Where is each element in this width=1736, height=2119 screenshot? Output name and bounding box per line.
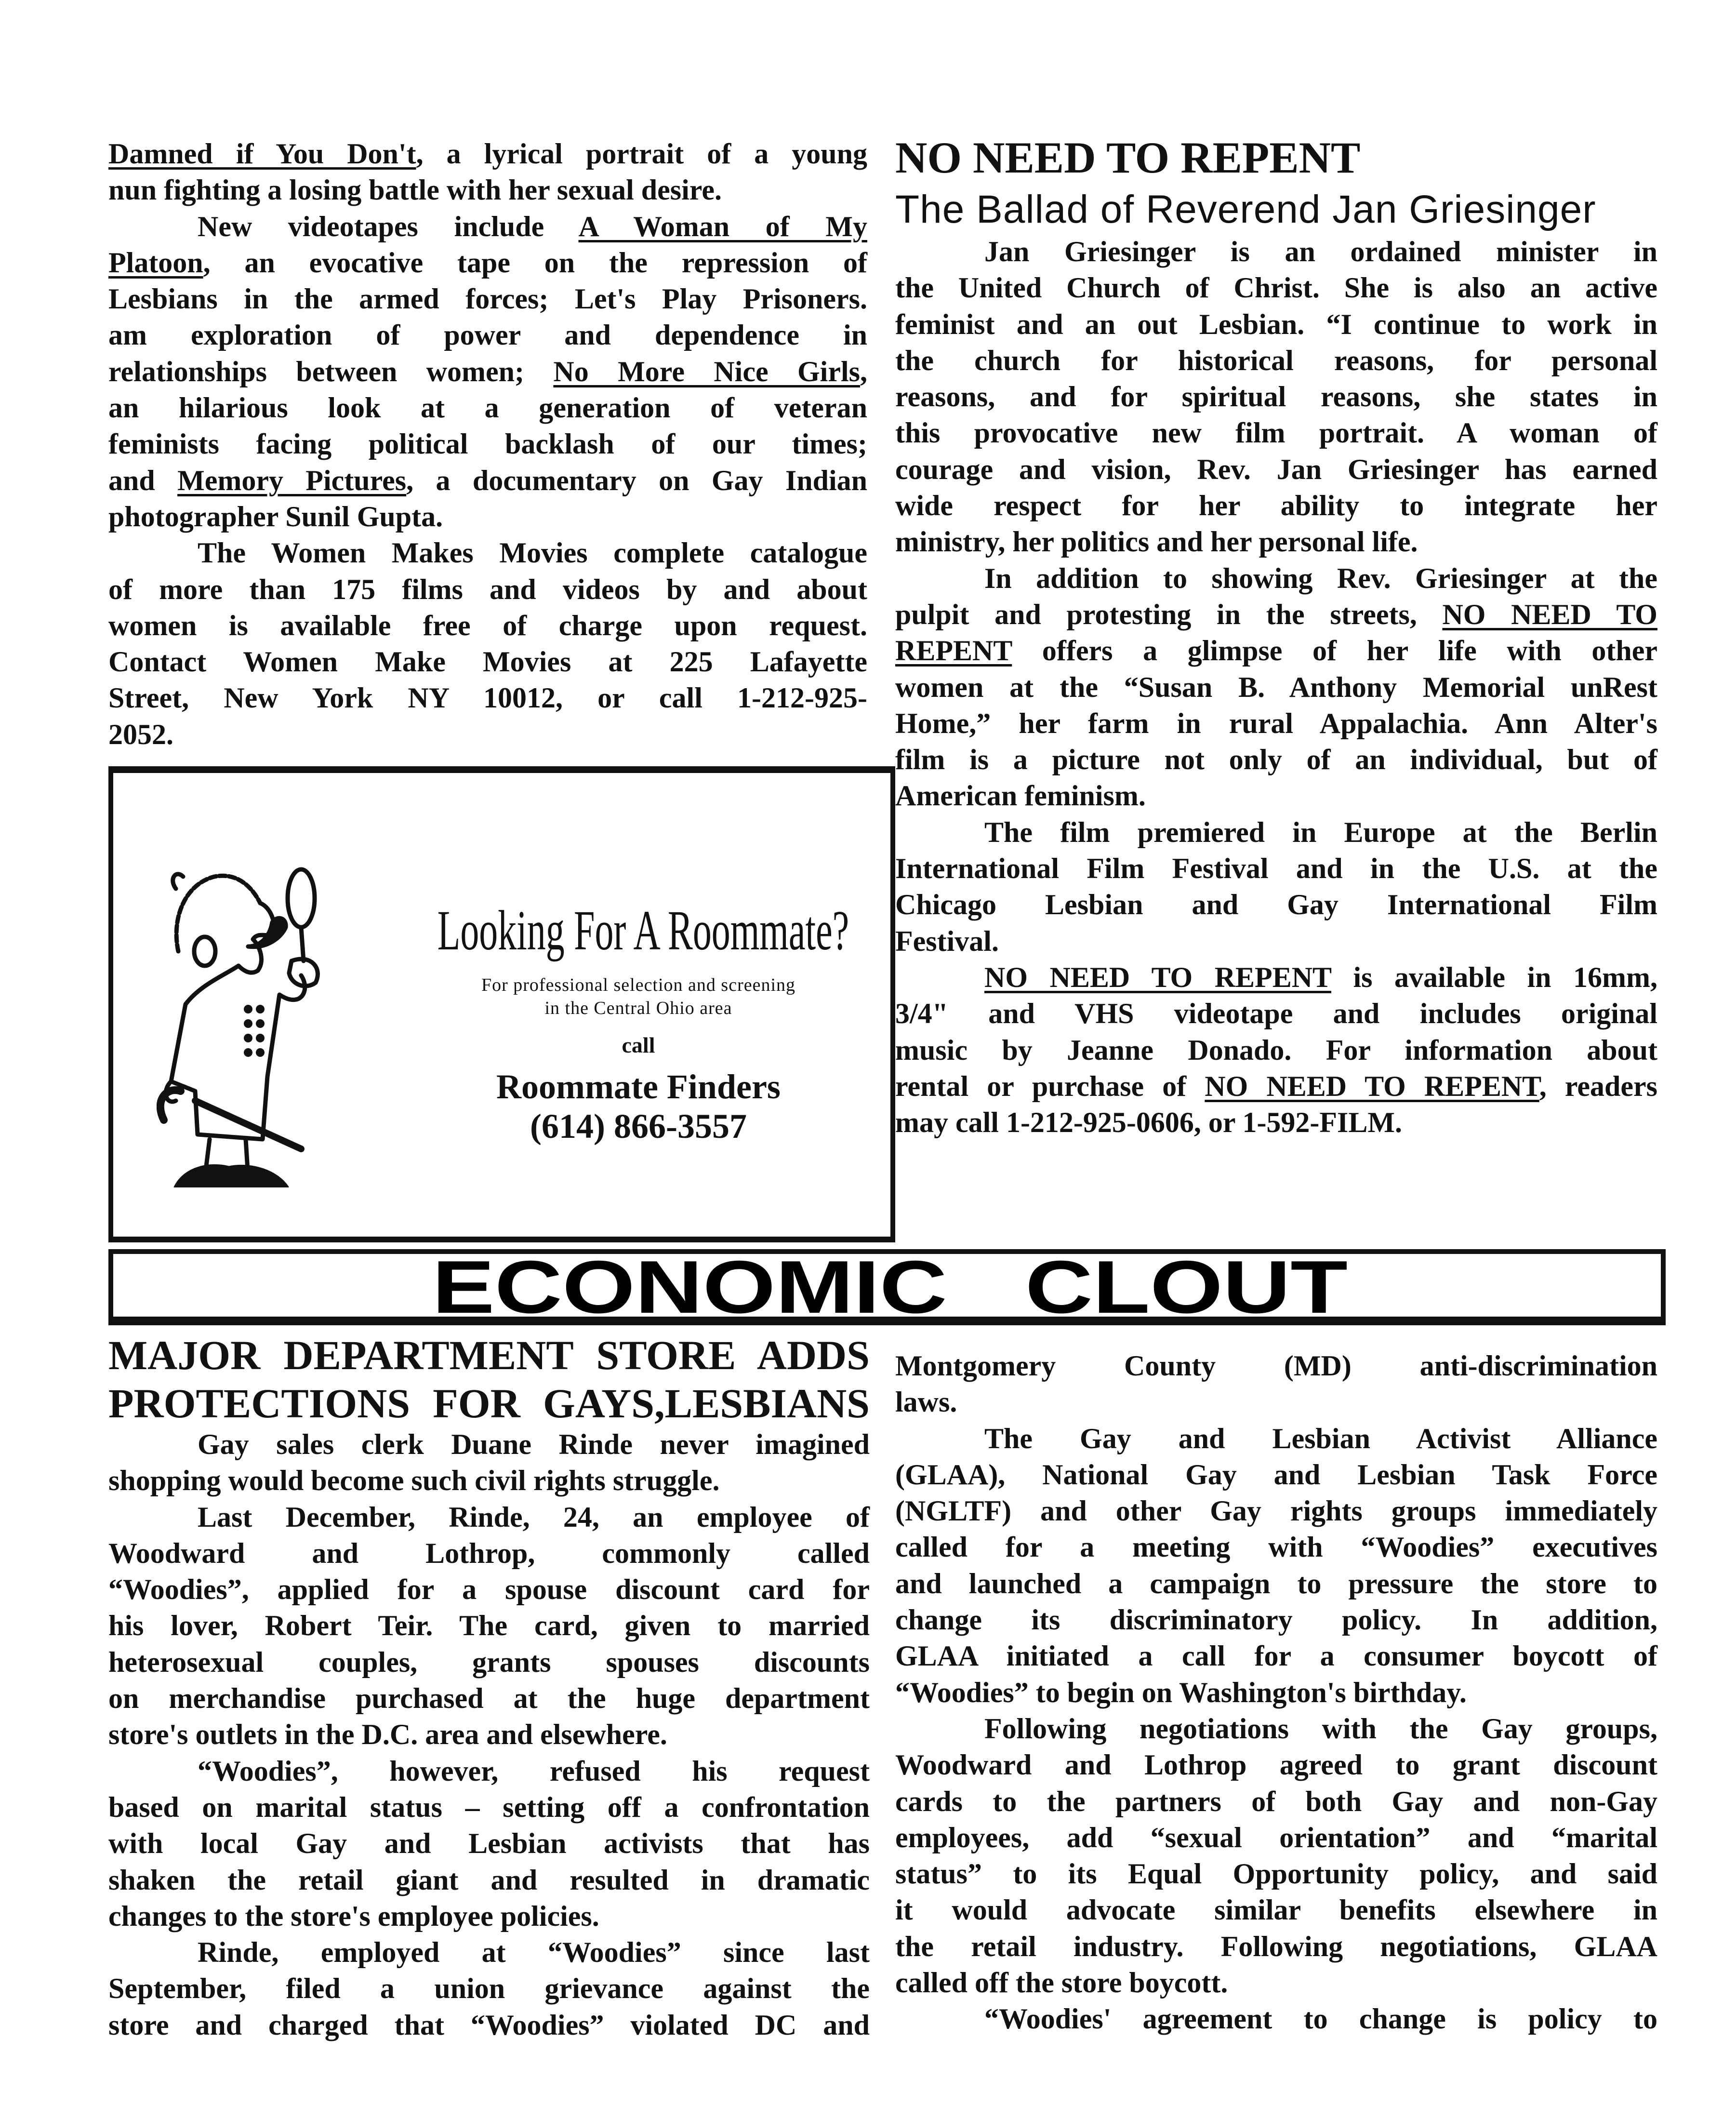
text-line — [895, 234, 1657, 270]
text-segment: called off the store boycott. — [895, 1967, 1228, 1999]
text-line — [895, 1566, 1657, 1602]
text-segment: film is a picture not only of an individual, but of — [895, 744, 1657, 776]
text-segment: Woodward and Lothrop agreed to grant discount — [895, 1749, 1657, 1781]
text-segment: The film premiered in Europe at the Berlin — [984, 816, 1657, 848]
text-line — [895, 1892, 1657, 1928]
text-line — [108, 717, 867, 753]
article-headline-line-1: MAJOR DEPARTMENT STORE ADDS — [108, 1332, 870, 1378]
section-banner-graphic — [113, 1254, 1661, 1317]
article-headline-line-2: PROTECTIONS FOR GAYS,LESBIANS — [108, 1380, 870, 1426]
text-line — [108, 1971, 870, 2007]
text-segment: , an evocative tape on the repression of — [203, 246, 867, 279]
text-segment: store and charged that “Woodies” violated DC and — [108, 2009, 870, 2041]
text-line — [895, 270, 1657, 306]
text-segment: , a lyrical portrait of a young — [416, 138, 867, 170]
text-line — [895, 1638, 1657, 1674]
text-line — [108, 499, 867, 535]
text-line — [895, 1348, 1657, 1384]
text-segment: based on marital status – setting off a confrontation — [108, 1791, 870, 1823]
text-line — [108, 1463, 870, 1499]
text-segment: is available in 16mm, — [1331, 961, 1658, 993]
underlined-title: REPENT — [895, 635, 1012, 667]
text-segment: Following negotiations with the Gay groups, — [984, 1712, 1657, 1745]
text-segment: store's outlets in the D.C. area and elsewhere. — [108, 1719, 667, 1751]
text-segment: change its discriminatory policy. In addition, — [895, 1604, 1657, 1636]
text-line — [108, 426, 867, 462]
text-segment: shaken the retail giant and resulted in dramatic — [108, 1864, 870, 1896]
ad-call-label: call — [622, 1033, 655, 1057]
text-segment: heterosexual couples, grants spouses discounts — [108, 1646, 870, 1678]
text-line — [895, 633, 1657, 669]
text-line — [895, 597, 1657, 633]
text-line — [108, 680, 867, 716]
ad-headline: Looking For A Roommate? — [437, 899, 849, 962]
text-line — [895, 307, 1657, 343]
text-segment: “Woodies” to begin on Washington's birthday. — [895, 1676, 1467, 1708]
text-line — [895, 669, 1657, 706]
text-segment: women at the “Susan B. Anthony Memorial unRest — [895, 671, 1657, 703]
text-line — [108, 1572, 870, 1608]
text-segment: American feminism. — [895, 780, 1146, 812]
text-segment: offers a glimpse of her life with other — [1012, 635, 1657, 667]
text-line — [108, 354, 867, 390]
text-segment: and — [108, 464, 178, 496]
underlined-title: Platoon — [108, 246, 203, 279]
text-line — [895, 1384, 1657, 1420]
text-segment: Woodward and Lothrop, commonly called — [108, 1537, 870, 1569]
text-line — [108, 245, 867, 281]
text-segment: September, filed a union grievance against the — [108, 1972, 870, 2005]
text-line — [108, 1753, 870, 1789]
underlined-title: NO NEED TO — [1442, 598, 1657, 630]
text-segment: this provocative new film portrait. A woman of — [895, 417, 1657, 449]
text-segment: nun fighting a losing battle with her sexual desire. — [108, 174, 722, 206]
text-segment: The Women Makes Movies complete catalogue — [198, 537, 867, 569]
text-segment: called for a meeting with “Woodies” executives — [895, 1531, 1657, 1563]
text-line — [895, 1105, 1657, 1141]
text-segment: “Woodies' agreement to change is policy to — [984, 2003, 1657, 2035]
text-line — [895, 1747, 1657, 1783]
text-segment: Jan Griesinger is an ordained minister in — [984, 236, 1657, 267]
text-segment: courage and vision, Rev. Jan Griesinger has earned — [895, 453, 1657, 485]
text-line — [895, 1711, 1657, 1747]
text-segment: 3/4" and VHS videotape and includes original — [895, 998, 1657, 1030]
underlined-title: NO NEED TO REPENT — [1205, 1070, 1539, 1102]
text-line — [895, 524, 1657, 560]
text-line — [108, 1680, 870, 1717]
text-line — [108, 317, 867, 353]
text-line — [895, 1820, 1657, 1856]
text-segment: Contact Women Make Movies at 225 Lafayette — [108, 646, 867, 678]
text-segment: Street, New York NY 10012, or call 1-212-925- — [108, 682, 867, 714]
text-segment: his lover, Robert Teir. The card, given to married — [108, 1610, 870, 1642]
text-line — [895, 851, 1657, 887]
text-line — [895, 1602, 1657, 1638]
text-line — [895, 1929, 1657, 1965]
text-segment: , — [860, 355, 867, 387]
article-continuation-women-make-movies — [108, 136, 867, 753]
text-segment: feminists facing political backlash of our times; — [108, 428, 867, 460]
text-line — [108, 1934, 870, 1971]
text-segment: may call 1-212-925-0606, or 1-592-FILM. — [895, 1106, 1403, 1139]
text-line — [108, 1644, 870, 1680]
text-segment: Rinde, employed at “Woodies” since last — [198, 1936, 870, 1969]
text-segment: Montgomery County (MD) anti-discrimination — [895, 1350, 1657, 1382]
text-line — [108, 209, 867, 245]
text-segment: Home,” her farm in rural Appalachia. Ann Alter's — [895, 707, 1657, 739]
text-line — [895, 1529, 1657, 1565]
underlined-title: Memory Pictures — [177, 464, 407, 496]
text-segment: the retail industry. Following negotiations, GLAA — [895, 1930, 1657, 1962]
article-body-department-store-continued — [895, 1348, 1657, 2038]
text-segment: Festival. — [895, 925, 999, 957]
text-line — [108, 463, 867, 499]
text-segment: 2052. — [108, 718, 173, 750]
text-segment: , readers — [1539, 1070, 1657, 1102]
text-line — [895, 996, 1657, 1032]
text-line — [895, 1965, 1657, 2001]
text-line — [895, 343, 1657, 379]
text-segment: changes to the store's employee policies. — [108, 1900, 599, 1932]
text-segment: music by Jeanne Donado. For information about — [895, 1034, 1657, 1066]
article-body-no-need-to-repent — [895, 234, 1657, 1141]
text-segment: pulpit and protesting in the streets, — [895, 598, 1443, 630]
text-line — [895, 1032, 1657, 1068]
text-segment: rental or purchase of — [895, 1070, 1205, 1102]
text-segment: an hilarious look at a generation of veteran — [108, 392, 867, 424]
text-segment: (GLAA), National Gay and Lesbian Task Force — [895, 1458, 1657, 1491]
text-segment: wide respect for her ability to integrate her — [895, 490, 1657, 522]
text-segment: employees, add “sexual orientation” and “marital — [895, 1821, 1657, 1853]
text-line — [108, 572, 867, 608]
text-line — [108, 281, 867, 317]
text-line — [108, 608, 867, 644]
text-segment: Lesbians in the armed forces; Let's Play Prisoners. — [108, 283, 867, 315]
text-line — [108, 136, 867, 172]
text-line — [108, 1898, 870, 1934]
text-line — [108, 1535, 870, 1572]
text-line — [108, 1789, 870, 1826]
text-segment: of more than 175 films and videos by and about — [108, 573, 867, 605]
text-segment: relationships between women; — [108, 355, 554, 387]
article-headline-no-need-to-repent: NO NEED TO REPENT — [895, 133, 1361, 182]
text-segment: ministry, her politics and her personal life. — [895, 526, 1418, 558]
ad-tagline-line-1: For professional selection and screening — [481, 975, 796, 995]
text-segment: Last December, Rinde, 24, an employee of — [198, 1501, 870, 1533]
text-segment: with local Gay and Lesbian activists that has — [108, 1827, 870, 1860]
text-segment: feminist and an out Lesbian. “I continue to work in — [895, 308, 1657, 340]
text-line — [108, 644, 867, 680]
text-line — [895, 2001, 1657, 2037]
text-line — [108, 2007, 870, 2043]
text-line — [895, 1784, 1657, 1820]
text-line — [895, 560, 1657, 597]
text-line — [895, 1421, 1657, 1457]
text-line — [895, 452, 1657, 488]
ad-company-name: Roommate Finders — [496, 1067, 781, 1106]
text-line — [108, 1826, 870, 1862]
text-segment: photographer Sunil Gupta. — [108, 500, 443, 533]
article-subtitle: The Ballad of Reverend Jan Griesinger — [895, 187, 1596, 231]
underlined-title: NO NEED TO REPENT — [984, 961, 1331, 993]
text-segment: on merchandise purchased at the huge department — [108, 1682, 870, 1715]
text-line — [895, 1675, 1657, 1711]
text-segment: The Gay and Lesbian Activist Alliance — [984, 1422, 1657, 1454]
text-segment: laws. — [895, 1386, 957, 1418]
text-line — [895, 1856, 1657, 1892]
text-segment: it would advocate similar benefits elsewhere in — [895, 1894, 1657, 1926]
text-segment: am exploration of power and dependence in — [108, 319, 867, 351]
section-banner-title: ECONOMIC CLOUT — [432, 1254, 1348, 1317]
text-line — [108, 172, 867, 208]
ad-tagline-line-2: in the Central Ohio area — [544, 998, 732, 1018]
text-line — [895, 1457, 1657, 1493]
text-line — [895, 706, 1657, 742]
text-segment: reasons, and for spiritual reasons, she states in — [895, 381, 1657, 413]
text-line — [895, 1068, 1657, 1105]
text-line — [895, 960, 1657, 996]
text-segment: “Woodies”, however, refused his request — [198, 1755, 870, 1787]
text-segment: International Film Festival and in the U.S. at the — [895, 853, 1657, 885]
text-line — [108, 1426, 870, 1463]
text-segment: status” to its Equal Opportunity policy, and said — [895, 1858, 1657, 1890]
text-line — [895, 379, 1657, 415]
article-body-department-store — [108, 1426, 870, 2043]
text-line — [108, 1499, 870, 1535]
text-line — [895, 923, 1657, 960]
text-line — [108, 1862, 870, 1898]
text-segment: women is available free of charge upon request. — [108, 609, 867, 641]
text-line — [895, 488, 1657, 524]
text-segment: GLAA initiated a call for a consumer boycott of — [895, 1640, 1657, 1672]
text-segment: , a documentary on Gay Indian — [406, 464, 867, 496]
text-segment: shopping would become such civil rights struggle. — [108, 1465, 720, 1497]
text-segment: “Woodies”, applied for a spouse discount card for — [108, 1573, 870, 1606]
text-line — [895, 742, 1657, 778]
section-banner — [108, 1249, 1666, 1325]
text-line — [108, 390, 867, 426]
text-segment: and launched a campaign to pressure the store to — [895, 1567, 1657, 1599]
text-line — [895, 1493, 1657, 1529]
text-line — [895, 415, 1657, 451]
detective-cartoon-illustration — [157, 850, 398, 1187]
text-segment: the United Church of Christ. She is also an active — [895, 272, 1657, 304]
text-line — [895, 887, 1657, 923]
text-segment: cards to the partners of both Gay and non-Gay — [895, 1785, 1657, 1817]
text-segment: Gay sales clerk Duane Rinde never imagined — [198, 1428, 870, 1460]
text-line — [108, 1608, 870, 1644]
ad-phone-number: (614) 866-3557 — [530, 1107, 747, 1146]
text-line — [895, 814, 1657, 851]
text-segment: (NGLTF) and other Gay rights groups immediately — [895, 1495, 1657, 1527]
underlined-title: No More Nice Girls — [553, 355, 860, 387]
text-segment: Chicago Lesbian and Gay International Film — [895, 889, 1657, 921]
underlined-title: Damned if You Don't — [108, 138, 416, 170]
roommate-finders-ad — [108, 766, 895, 1242]
text-segment: the church for historical reasons, for personal — [895, 344, 1657, 376]
text-line — [108, 535, 867, 571]
text-line — [895, 778, 1657, 814]
text-segment: In addition to showing Rev. Griesinger at the — [984, 562, 1657, 594]
text-segment: New videotapes include — [198, 210, 579, 242]
text-line — [108, 1717, 870, 1753]
underlined-title: A Woman of My — [578, 210, 867, 242]
